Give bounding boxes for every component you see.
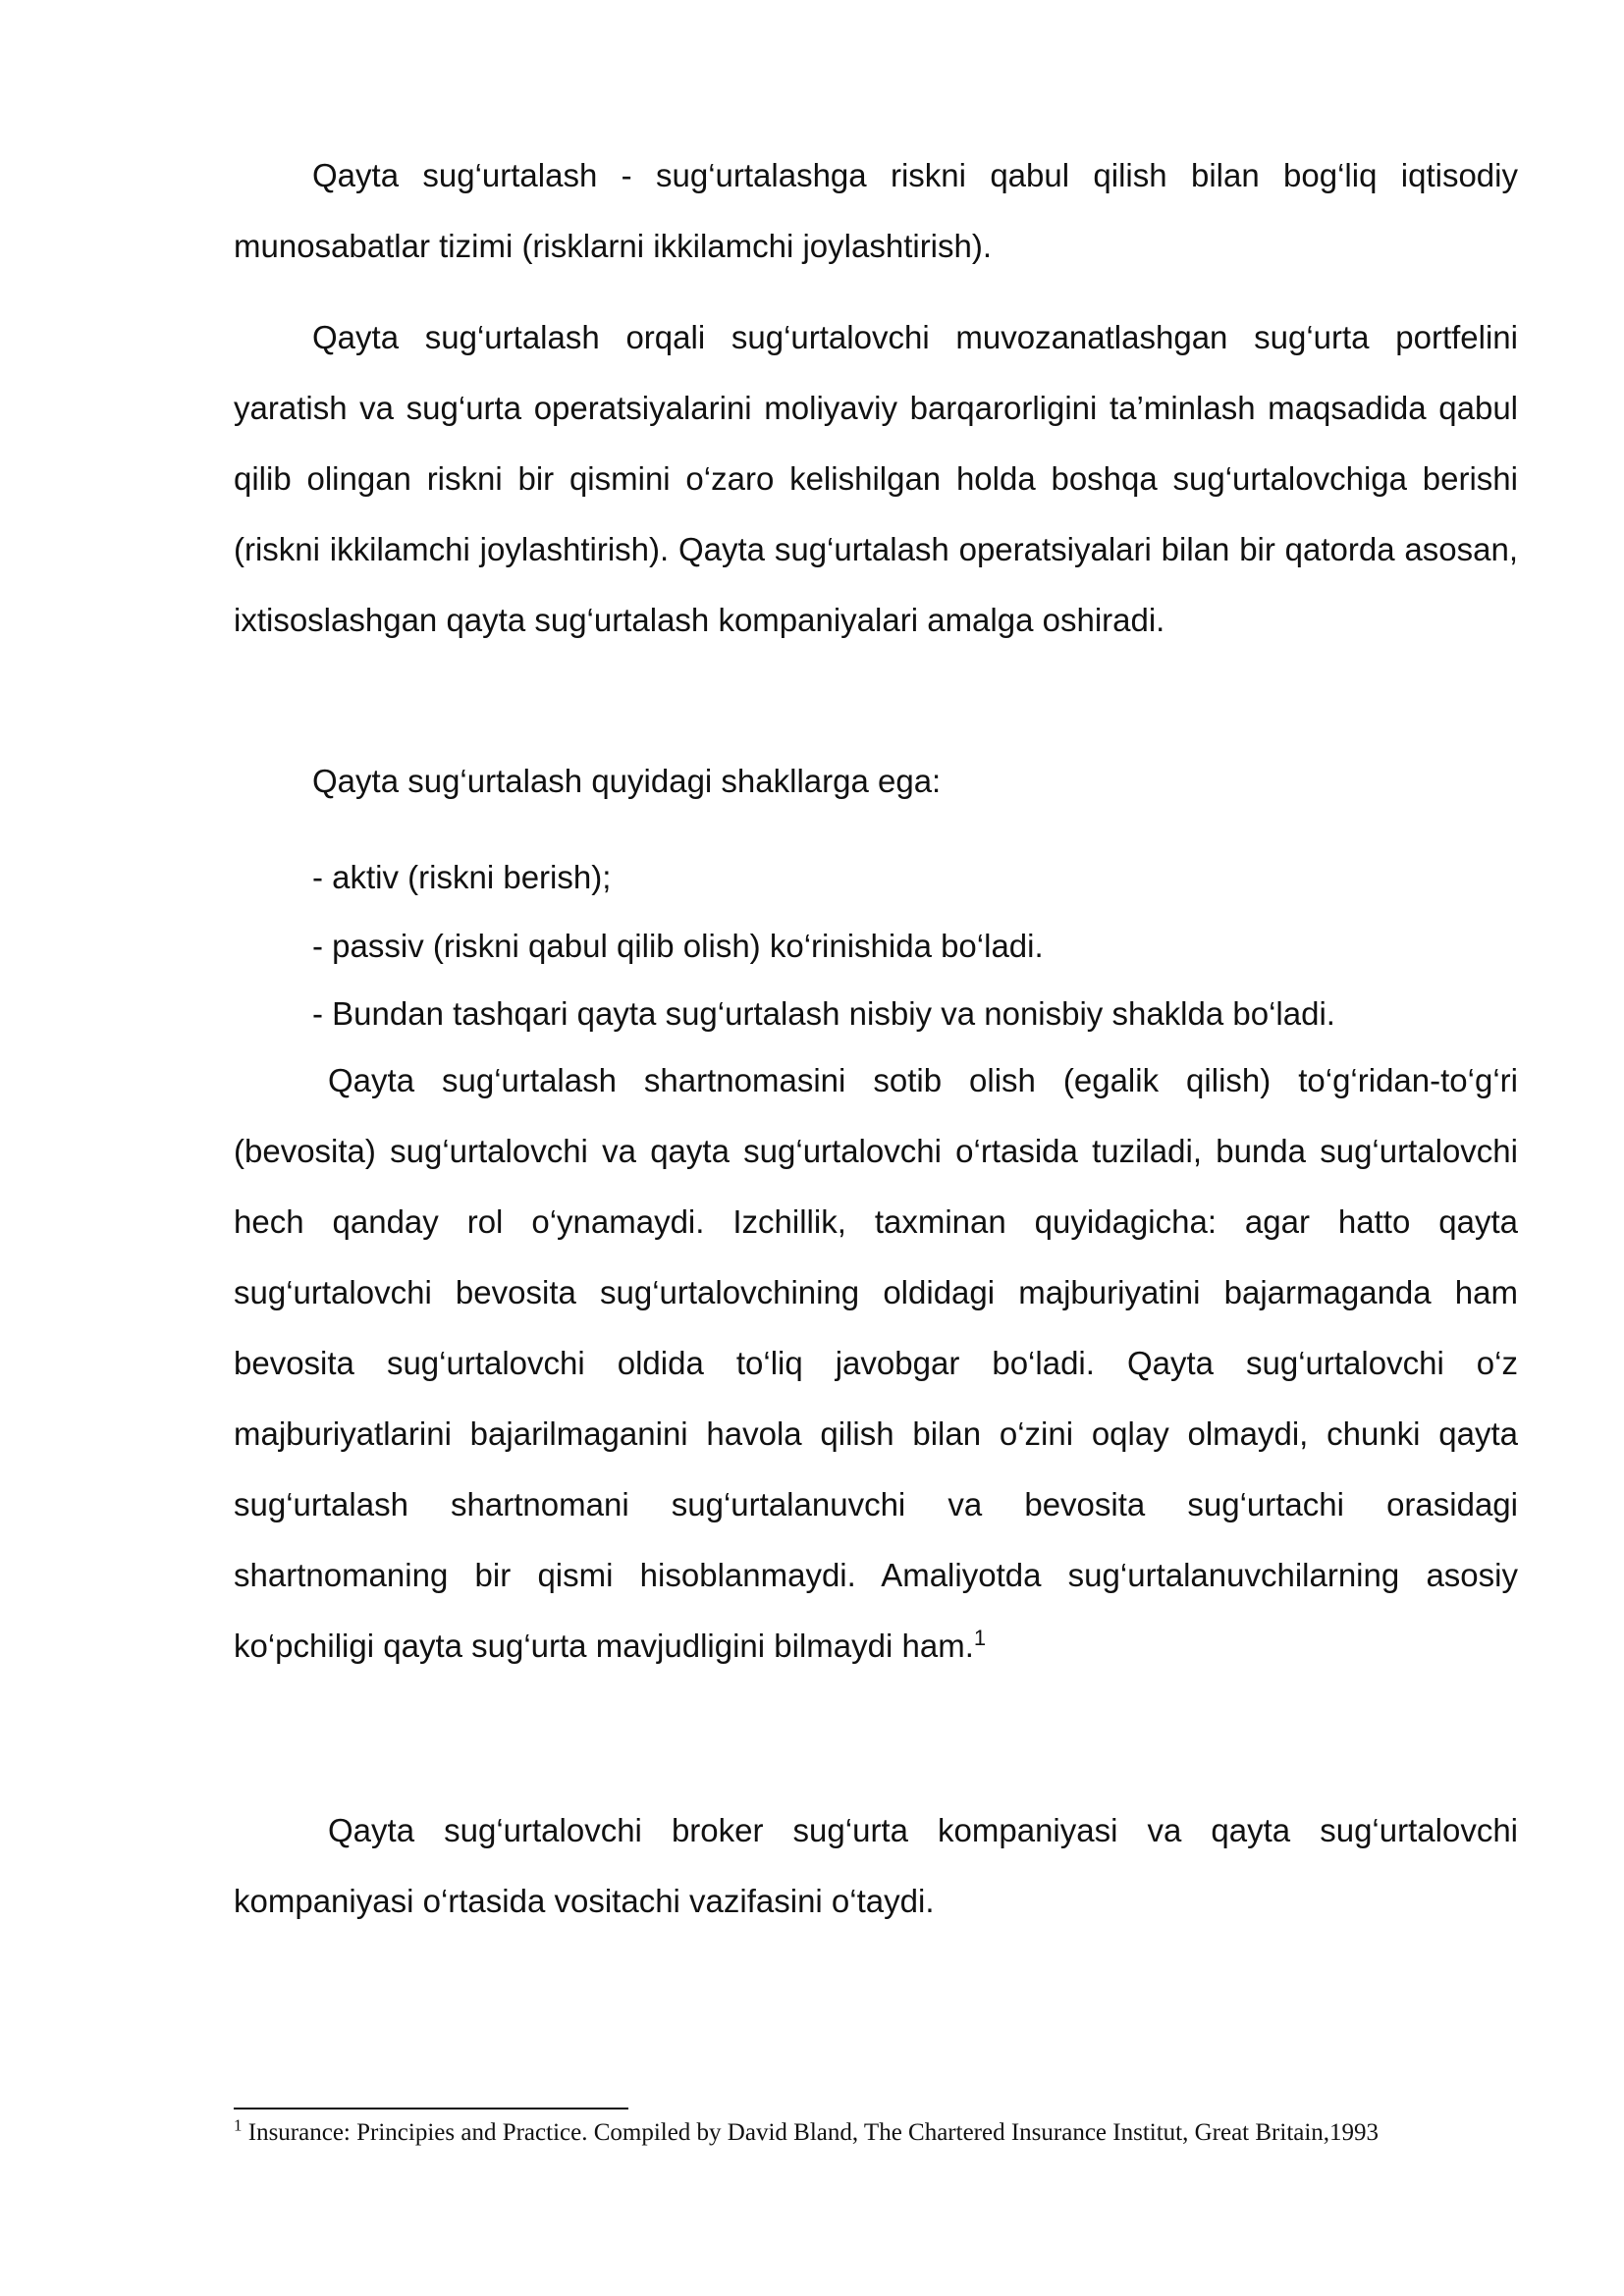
paragraph-definition: Qayta sug‘urtalash - sug‘urtalashga riskni qabul qilish bilan bog‘liq iqtisodiy munosabatlar tizimi (risklarni ikkilamchi joylashtirish). [234, 157, 1518, 264]
footnote [234, 2116, 1540, 2150]
list-item-proportional: - Bundan tashqari qayta sug‘urtalash nisbiy va nonisbiy shaklda bo‘ladi. [312, 995, 1335, 1032]
list-item-passive: - passiv (riskni qabul qilib olish) ko‘rinishida bo‘ladi. [312, 928, 1044, 964]
footnote-mark: 1 [234, 2115, 243, 2135]
paragraph-contract-text: Qayta sug‘urtalash shartnomasini sotib olish (egalik qilish) to‘g‘ridan-to‘g‘ri (bevosita) sug‘urtalovchi va qayta sug‘urtalovchi o‘rtasida tuziladi, bunda sug‘urtalovchi hech qanday rol o‘ynamaydi. Izchillik, taxminan quyidagicha: agar hatto qayta sug‘urtalovchi bevosita sug‘urtalovchining oldidagi majburiyatini bajarmaganda ham bevosita sug‘urtalovchi oldida to‘liq javobgar bo‘ladi. Qayta sug‘urtalovchi o‘z majburiyatlarini bajarilmaganini havola qilish bilan o‘zini oqlay olmaydi, chunki qayta sug‘urtalash shartnomani sug‘urtalanuvchi va bevosita sug‘urtachi orasidagi shartnomaning bir qismi hisoblanmaydi. Amaliyotda sug‘urtalanuvchilarning asosiy ko‘pchiligi qayta sug‘urta mavjudligini bilmaydi ham. [234, 1062, 1518, 1664]
paragraph-reinsurance-purpose: Qayta sug‘urtalash orqali sug‘urtalovchi muvozanatlashgan sug‘urta portfelini yaratish va sug‘urta operatsiyalarini moliyaviy barqarorligini ta’minlash maqsadida qabul qilib olingan riskni bir qismini o‘zaro kelishilgan holda boshqa sug‘urtalovchiga berishi (riskni ikkilamchi joylashtirish). Qayta sug‘urtalash operatsiyalari bilan bir qatorda asosan, ixtisoslashgan qayta sug‘urtalash kompaniyalari amalga oshiradi. [234, 319, 1518, 638]
footnote-separator [234, 2108, 628, 2109]
paragraph-broker: Qayta sug‘urtalovchi broker sug‘urta kompaniyasi va qayta sug‘urtalovchi kompaniyasi o‘rtasida vositachi vazifasini o‘taydi. [234, 1812, 1518, 1919]
paragraph-contract [234, 1045, 1518, 1682]
footnote-reference: 1 [973, 1626, 987, 1650]
list-item-active: - aktiv (riskni berish); [312, 859, 612, 895]
footnote-text: Insurance: Principies and Practice. Compiled by David Bland, The Chartered Insurance Institut, Great Britain,1993 [242, 2119, 1380, 2146]
paragraph-forms-intro: Qayta sug‘urtalash quyidagi shakllarga ega: [312, 763, 942, 799]
